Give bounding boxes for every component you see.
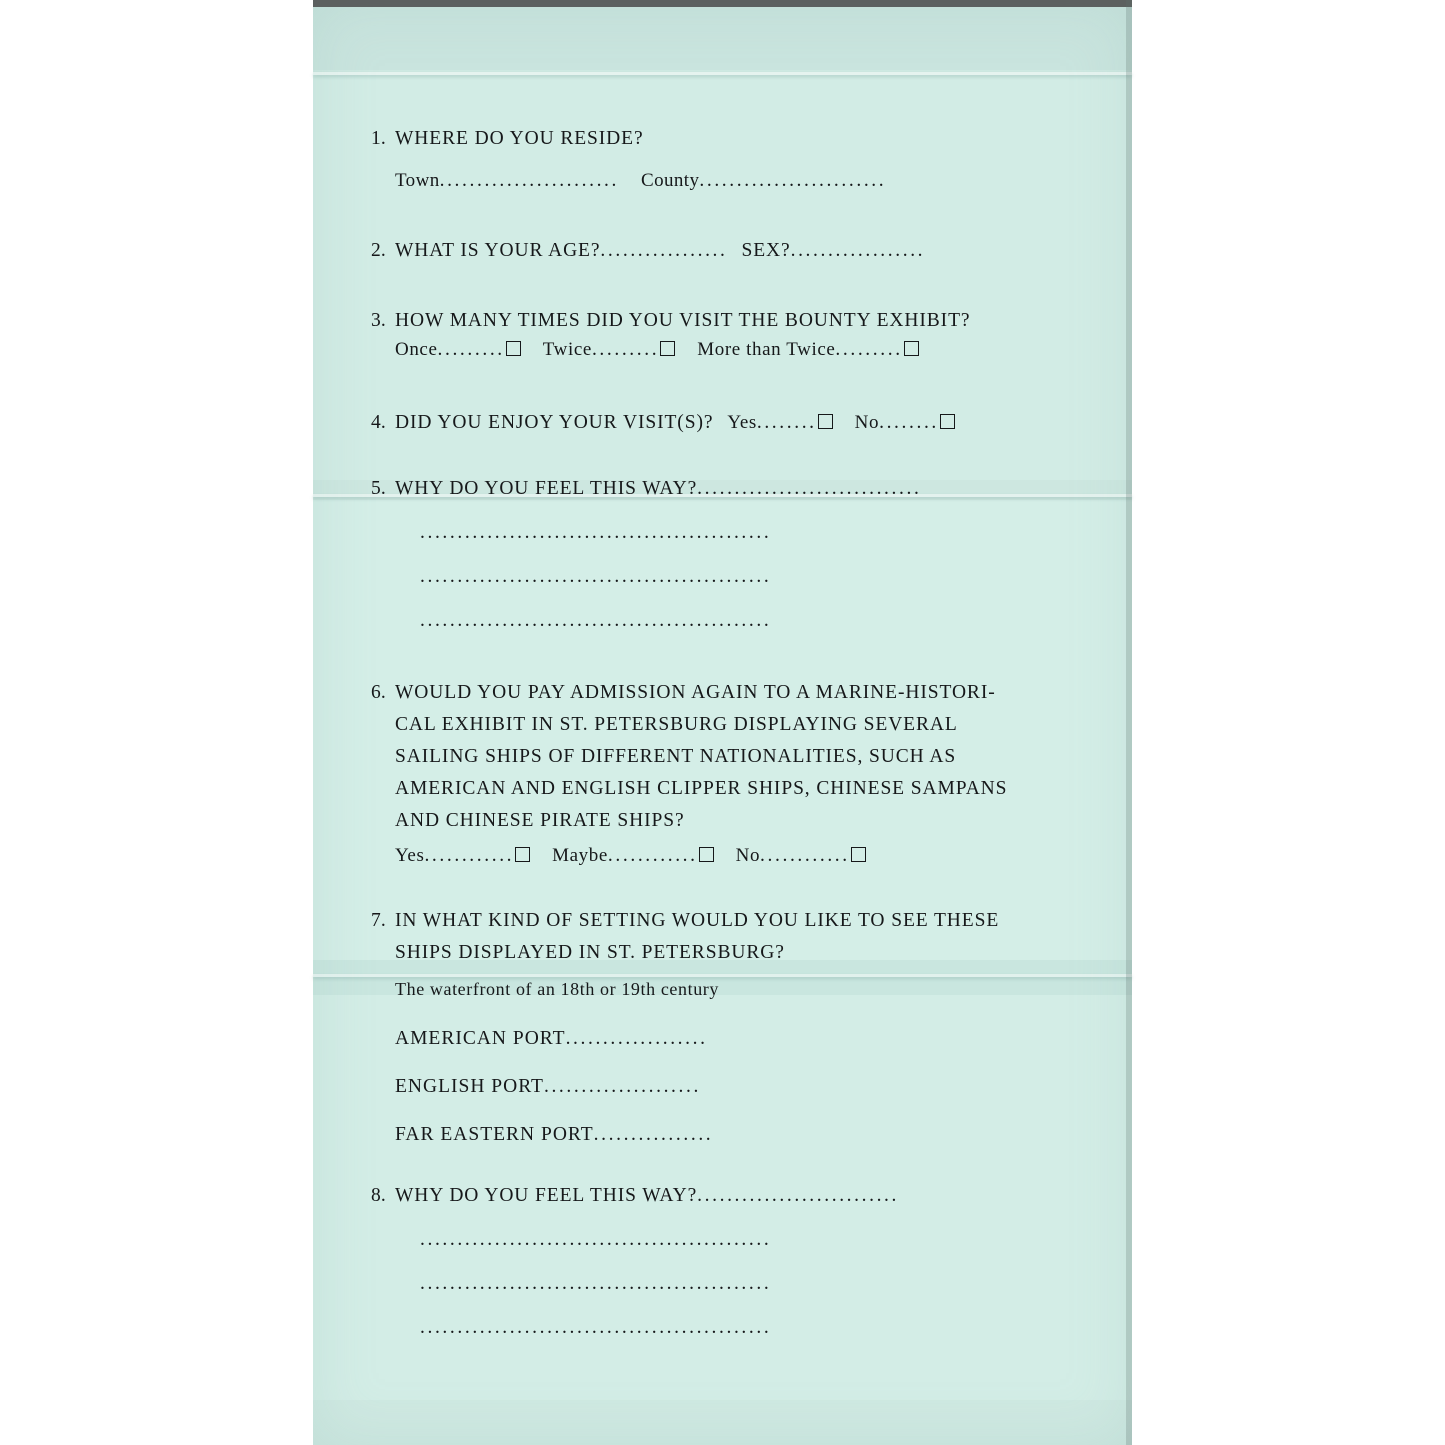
question-3-number: 3.	[370, 310, 386, 331]
option-pay-maybe-dots: ............	[607, 845, 698, 866]
option-yes-dots: ........	[756, 412, 817, 433]
checkbox-twice[interactable]	[660, 341, 675, 356]
checkbox-more-than-twice[interactable]	[904, 341, 919, 356]
question-4-text: DID YOU ENJOY YOUR VISIT(S)?	[395, 412, 714, 433]
option-once-dots: .........	[437, 339, 505, 360]
question-3-text: HOW MANY TIMES DID YOU VISIT THE BOUNTY EXHIBIT?	[395, 310, 971, 331]
checkbox-enjoy-no[interactable]	[940, 414, 955, 429]
question-1-fields[interactable]	[360, 170, 1080, 192]
scan-right-edge	[1126, 0, 1132, 1445]
question-3-options	[360, 339, 1080, 361]
question-5	[360, 478, 1080, 632]
option-yes-label: Yes	[727, 412, 757, 433]
town-answer-dots[interactable]: ........................	[439, 170, 620, 191]
question-8-line	[386, 1185, 899, 1207]
question-5-blank-line-3[interactable]: ...............................................	[420, 610, 772, 631]
question-8	[360, 1185, 1080, 1339]
question-8-text: WHY DO YOU FEEL THIS WAY?	[395, 1185, 698, 1206]
option-once-label: Once	[395, 339, 438, 360]
option-twice-label: Twice	[542, 339, 592, 360]
question-5-answer-dots[interactable]: ..............................	[697, 478, 922, 499]
question-6-text	[386, 677, 1080, 837]
sex-answer-dots[interactable]: ..................	[790, 240, 926, 261]
far-eastern-port-label: FAR EASTERN PORT	[395, 1124, 594, 1145]
option-more-than-twice-label: More than Twice	[697, 339, 836, 360]
question-4	[360, 412, 1080, 434]
question-1-number: 1.	[370, 128, 386, 149]
question-6-options	[360, 845, 1080, 867]
question-1	[360, 128, 1080, 192]
question-7-field-english[interactable]	[360, 1076, 1080, 1098]
far-eastern-port-dots[interactable]: ................	[593, 1124, 714, 1145]
english-port-label: ENGLISH PORT	[395, 1076, 544, 1097]
checkbox-pay-yes[interactable]	[515, 847, 530, 862]
question-5-line	[386, 478, 921, 500]
question-7-line-1: IN WHAT KIND OF SETTING WOULD YOU LIKE TO SEE THESE	[395, 910, 1000, 931]
question-4-number: 4.	[370, 412, 386, 433]
american-port-dots[interactable]: ...................	[565, 1028, 708, 1049]
question-6-line-4: AMERICAN AND ENGLISH CLIPPER SHIPS, CHINESE SAMPANS	[395, 778, 1008, 799]
question-8-number: 8.	[370, 1185, 386, 1206]
question-3	[360, 310, 1080, 361]
option-pay-yes-dots: ............	[424, 845, 515, 866]
question-7-number: 7.	[370, 910, 386, 931]
question-5-blank-line-1[interactable]: ...............................................	[420, 522, 772, 543]
question-7-field-american[interactable]	[360, 1028, 1080, 1050]
county-label: County	[641, 170, 700, 191]
question-8-answer-dots[interactable]: ...........................	[697, 1185, 899, 1206]
checkbox-enjoy-yes[interactable]	[818, 414, 833, 429]
option-pay-maybe-label: Maybe	[552, 845, 608, 866]
question-6-line-3: SAILING SHIPS OF DIFFERENT NATIONALITIES, SUCH AS	[395, 746, 957, 767]
option-no-dots: ........	[879, 412, 939, 433]
question-7-text	[386, 905, 1080, 969]
question-7	[360, 905, 1080, 1146]
question-8-blank-line-3[interactable]: ...............................................	[420, 1317, 772, 1338]
question-6-line-2: CAL EXHIBIT IN ST. PETERSBURG DISPLAYING SEVERAL	[395, 714, 958, 735]
question-5-number: 5.	[370, 478, 386, 499]
question-2-text: WHAT IS YOUR AGE?	[395, 240, 601, 261]
checkbox-once[interactable]	[506, 341, 521, 356]
question-8-blank-line-1[interactable]: ...............................................	[420, 1229, 772, 1250]
question-5-text: WHY DO YOU FEEL THIS WAY?	[395, 478, 698, 499]
option-pay-yes-label: Yes	[395, 845, 425, 866]
question-6-line-5: AND CHINESE PIRATE SHIPS?	[395, 810, 685, 831]
paper-fold-line	[313, 72, 1132, 75]
question-2-number: 2.	[370, 240, 386, 261]
question-5-blank-line-2[interactable]: ...............................................	[420, 566, 772, 587]
question-7-line-2: SHIPS DISPLAYED IN ST. PETERSBURG?	[395, 942, 785, 963]
sex-label: SEX?	[741, 240, 791, 261]
question-7-note: The waterfront of an 18th or 19th century	[395, 979, 719, 999]
option-pay-no-dots: ............	[760, 845, 850, 866]
question-8-blank-line-2[interactable]: ...............................................	[420, 1273, 772, 1294]
question-4-line	[386, 412, 955, 434]
option-pay-no-label: No	[735, 845, 761, 866]
option-no-label: No	[854, 412, 880, 433]
age-answer-dots[interactable]: .................	[600, 240, 728, 261]
question-6	[360, 677, 1080, 867]
english-port-dots[interactable]: .....................	[543, 1076, 701, 1097]
question-6-number: 6.	[370, 682, 386, 703]
option-more-than-twice-dots: .........	[835, 339, 903, 360]
question-6-line-1: WOULD YOU PAY ADMISSION AGAIN TO A MARINE-HISTORI-	[395, 682, 996, 703]
question-2	[360, 240, 1080, 262]
question-2-line[interactable]	[386, 240, 925, 262]
option-twice-dots: .........	[591, 339, 660, 360]
question-7-field-far-eastern[interactable]	[360, 1124, 1080, 1146]
county-answer-dots[interactable]: .........................	[699, 170, 887, 191]
checkbox-pay-no[interactable]	[851, 847, 866, 862]
american-port-label: AMERICAN PORT	[395, 1028, 566, 1049]
checkbox-pay-maybe[interactable]	[699, 847, 714, 862]
scan-top-edge	[313, 0, 1132, 7]
question-1-text: WHERE DO YOU RESIDE?	[395, 128, 644, 149]
town-label: Town	[395, 170, 440, 191]
